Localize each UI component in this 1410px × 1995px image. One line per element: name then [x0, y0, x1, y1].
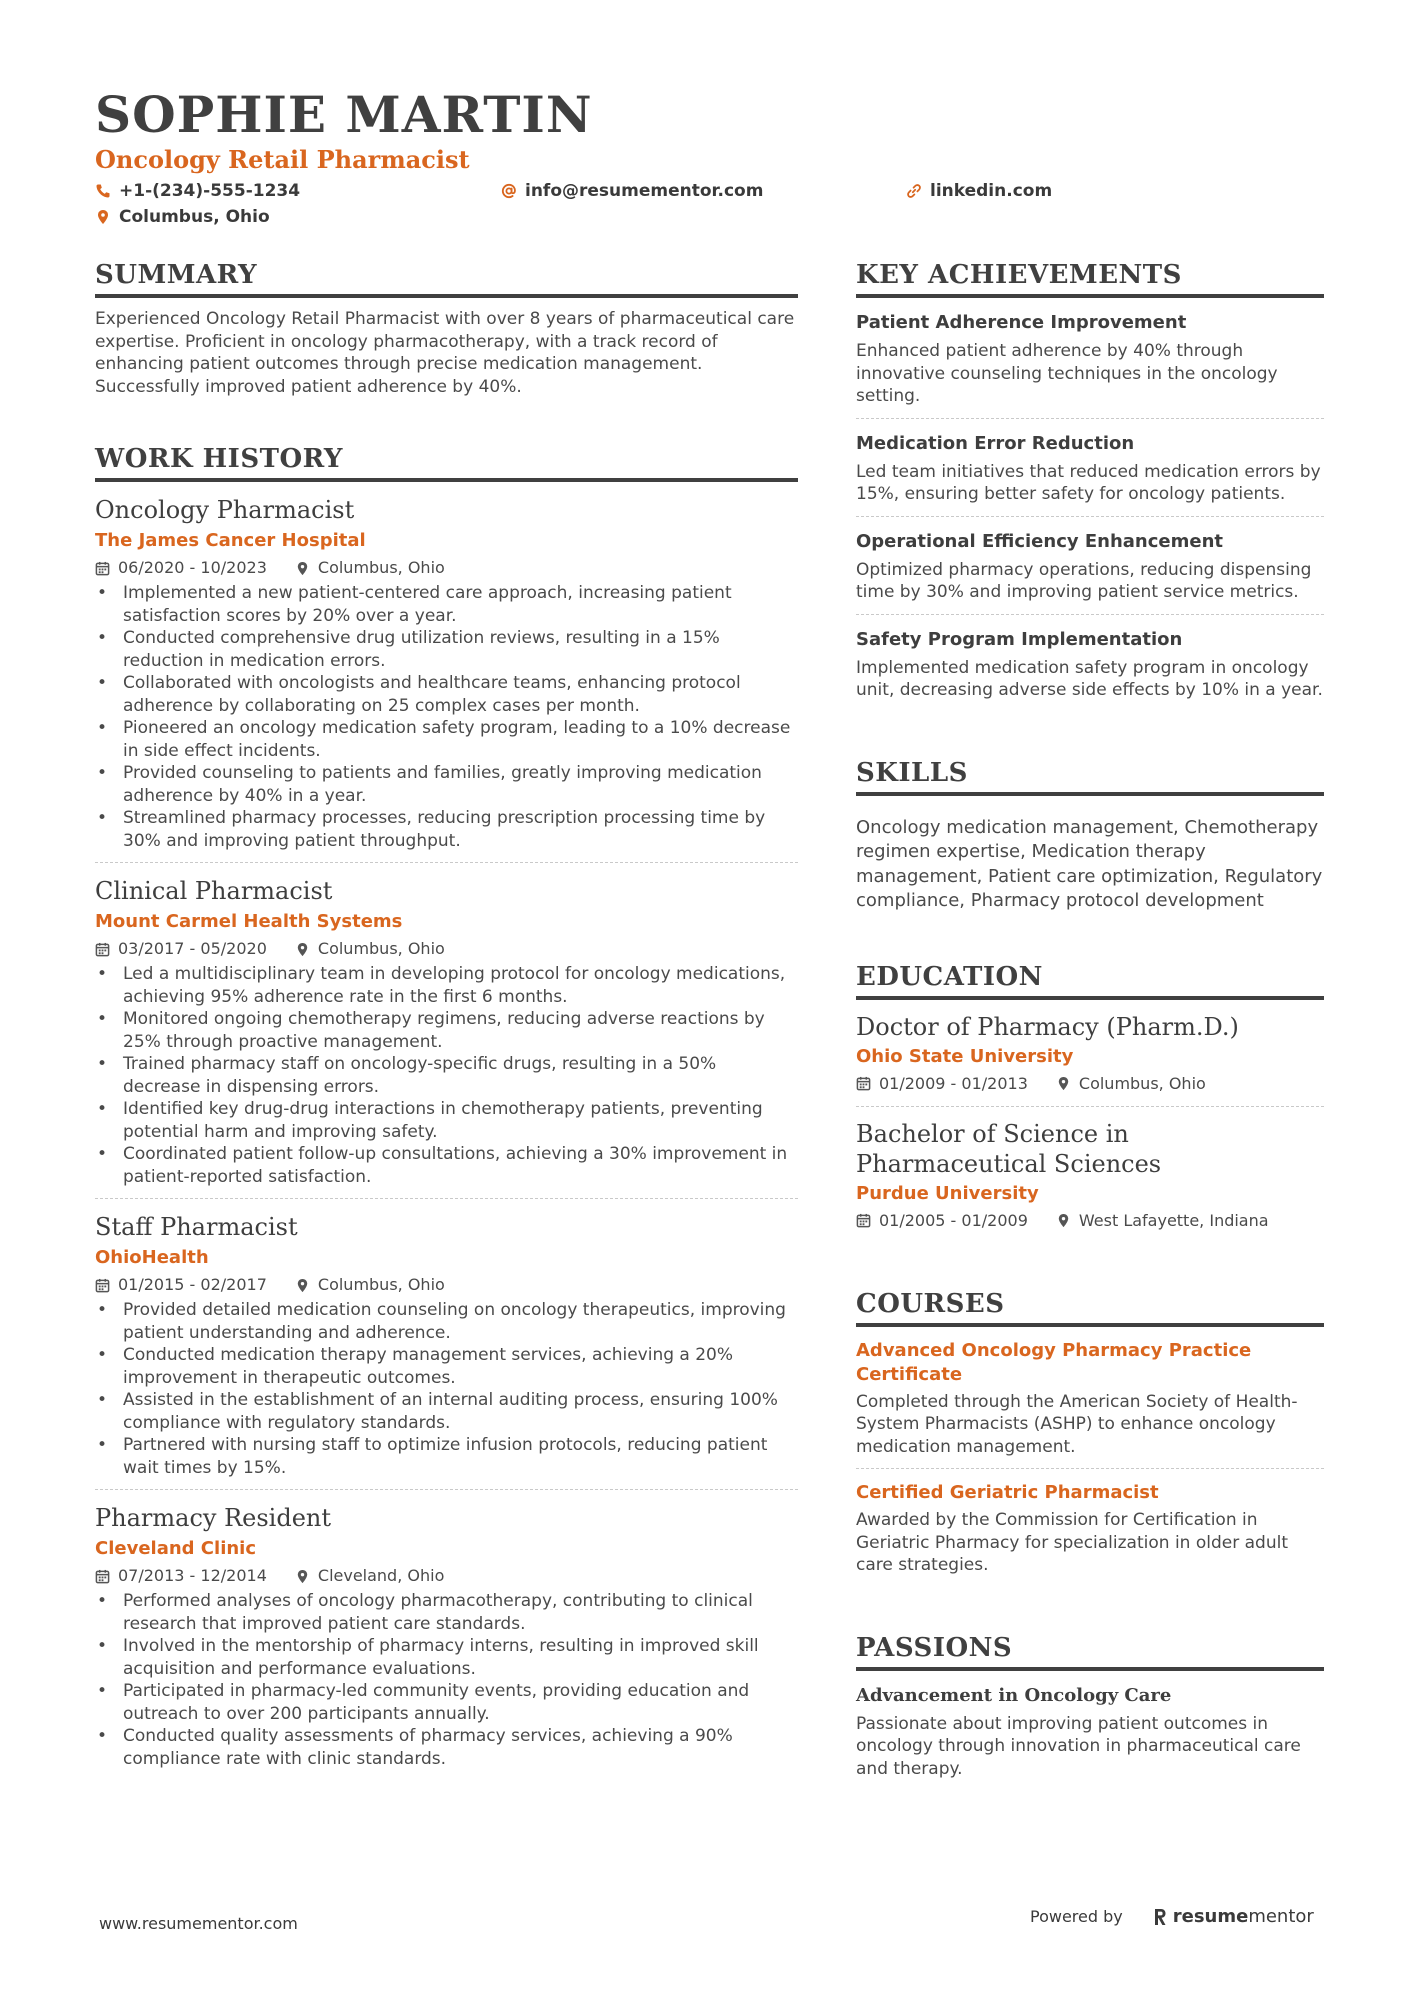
job-bullet: • Streamlined pharmacy processes, reducing prescription processing time by 30% and improving patient throughput. [95, 807, 798, 852]
job-entry [95, 1199, 798, 1490]
achievement-item [856, 517, 1324, 615]
date-text: 06/2020 - 10/2023 [118, 558, 267, 577]
courses-section [856, 1287, 1324, 1587]
location-text: Columbus, Ohio [119, 207, 270, 227]
course-item [856, 1469, 1324, 1587]
calendar-icon [95, 942, 110, 957]
contact-location [95, 204, 270, 230]
at-sign-icon [501, 183, 517, 199]
achievement-desc: Implemented medication safety program in oncology unit, decreasing adverse side effects by 10% in a year. [856, 657, 1323, 700]
left-column [95, 258, 798, 1780]
job-list [95, 482, 798, 1780]
job-title: Pharmacy Resident [95, 1504, 332, 1532]
degree-title: Bachelor of Science in Pharmaceutical Sciences [856, 1119, 1162, 1178]
date-range [95, 556, 267, 580]
date-range [856, 1209, 1028, 1233]
meta-location [295, 1564, 444, 1588]
achievement-title: Safety Program Implementation [856, 628, 1183, 650]
section-title-courses: COURSES [856, 1287, 1324, 1327]
location-pin-icon [1056, 1213, 1071, 1228]
contact-linkedin[interactable] [906, 178, 1052, 204]
location-pin-icon [295, 1569, 310, 1584]
passion-title: Advancement in Oncology Care [856, 1684, 1172, 1706]
job-bullet: • Pioneered an oncology medication safety program, leading to a 10% decrease in side effect incidents. [95, 717, 798, 762]
meta-location [295, 556, 445, 580]
job-bullets [95, 1590, 798, 1770]
location-pin-icon [295, 561, 310, 576]
section-title-education: EDUCATION [856, 960, 1324, 1000]
company-name: Cleveland Clinic [95, 1538, 257, 1559]
job-title: Staff Pharmacist [95, 1213, 298, 1241]
meta-location [295, 1273, 445, 1297]
work-history-section [95, 442, 798, 1780]
job-title: Oncology Pharmacist [95, 496, 355, 524]
date-text: 01/2005 - 01/2009 [879, 1210, 1028, 1230]
course-title: Certified Geriatric Pharmacist [856, 1482, 1159, 1503]
skills-section [856, 756, 1324, 914]
job-bullet: • Assisted in the establishment of an internal auditing process, ensuring 100% compliance with regulatory standards. [95, 1389, 798, 1434]
job-bullet: • Identified key drug-drug interactions in chemotherapy patients, preventing potential harm and improving safety. [95, 1098, 798, 1143]
meta-location [295, 937, 445, 961]
education-list [856, 1000, 1324, 1243]
date-text: 07/2013 - 12/2014 [118, 1566, 267, 1585]
degree-title: Doctor of Pharmacy (Pharm.D.) [856, 1012, 1239, 1041]
brand-name-thin: mentor [1248, 1906, 1314, 1927]
section-title-summary: SUMMARY [95, 258, 798, 298]
course-desc: Completed through the American Society of Health-System Pharmacists (ASHP) to enhance oncology medication management. [856, 1391, 1298, 1457]
job-bullet: • Provided detailed medication counseling on oncology therapeutics, improving patient understanding and adherence. [95, 1299, 798, 1344]
job-bullet: • Implemented a new patient-centered care approach, increasing patient satisfaction scores by 20% over a year. [95, 582, 798, 627]
link-icon [906, 183, 922, 199]
location-text: Columbus, Ohio [317, 1275, 445, 1294]
achievement-desc: Led team initiatives that reduced medication errors by 15%, ensuring better safety for oncology patients. [856, 461, 1321, 504]
summary-text: Experienced Oncology Retail Pharmacist with over 8 years of pharmaceutical care expertise. Proficient in oncology pharmacotherapy, with a track record of enhancing patient outcomes through precise medication management. Successfully improved patient adherence by 40%. [95, 309, 795, 397]
date-range [95, 1564, 267, 1588]
section-title-key-achievements: KEY ACHIEVEMENTS [856, 258, 1324, 298]
achievement-title: Patient Adherence Improvement [856, 312, 1187, 333]
education-section [856, 960, 1324, 1243]
key-achievements-section [856, 258, 1324, 712]
education-item [856, 1107, 1324, 1243]
candidate-role: Oncology Retail Pharmacist [95, 145, 470, 174]
section-title-work-history: WORK HISTORY [95, 442, 798, 482]
job-bullet: • Conducted medication therapy management services, achieving a 20% improvement in therapeutic outcomes. [95, 1344, 798, 1389]
meta-location [1056, 1072, 1206, 1096]
phone-text: +1-(234)-555-1234 [119, 181, 301, 201]
calendar-icon [95, 561, 110, 576]
location-pin-icon [295, 1278, 310, 1293]
passion-item [856, 1671, 1324, 1781]
contact-info [95, 178, 1325, 234]
candidate-name: SOPHIE MARTIN [95, 85, 593, 144]
job-title: Clinical Pharmacist [95, 877, 333, 905]
right-column [856, 258, 1324, 1824]
section-title-skills: SKILLS [856, 756, 1324, 796]
achievement-list [856, 298, 1324, 712]
achievement-desc: Enhanced patient adherence by 40% through innovative counseling techniques in the oncology setting. [856, 341, 1278, 406]
job-bullets [95, 963, 798, 1188]
brand-logo[interactable] [1153, 1906, 1314, 1927]
meta-row [95, 556, 798, 580]
job-bullet: • Collaborated with oncologists and healthcare teams, enhancing protocol adherence by collaborating on 25 complex cases per month. [95, 672, 798, 717]
job-bullets [95, 582, 798, 852]
meta-row [95, 937, 798, 961]
company-name: OhioHealth [95, 1247, 209, 1268]
meta-row [95, 1564, 798, 1588]
achievement-title: Medication Error Reduction [856, 432, 1135, 454]
resume-header [95, 84, 1325, 234]
achievement-desc: Optimized pharmacy operations, reducing dispensing time by 30% and improving patient service metrics. [856, 559, 1312, 602]
school-name: Ohio State University [856, 1045, 1074, 1067]
date-range [856, 1072, 1028, 1096]
meta-row [856, 1072, 1324, 1096]
achievement-title: Operational Efficiency Enhancement [856, 530, 1224, 552]
meta-row [95, 1273, 798, 1297]
location-pin-icon [95, 209, 111, 225]
meta-location [1056, 1209, 1269, 1233]
course-item [856, 1327, 1324, 1470]
email-text: info@resumementor.com [525, 181, 764, 201]
job-entry [95, 1490, 798, 1780]
company-name: The James Cancer Hospital [95, 530, 366, 551]
brand-name-bold: resume [1172, 1906, 1249, 1927]
job-bullet: • Conducted comprehensive drug utilization reviews, resulting in a 15% reduction in medication errors. [95, 627, 798, 672]
achievement-item [856, 298, 1324, 419]
education-item [856, 1000, 1324, 1107]
calendar-icon [856, 1076, 871, 1091]
date-range [95, 1273, 267, 1297]
job-bullets [95, 1299, 798, 1479]
job-bullet: • Provided counseling to patients and families, greatly improving medication adherence by 40% in a year. [95, 762, 798, 807]
school-name: Purdue University [856, 1182, 1039, 1204]
location-pin-icon [1056, 1076, 1071, 1091]
linkedin-text: linkedin.com [930, 181, 1053, 201]
job-entry [95, 482, 798, 863]
passions-section [856, 1631, 1324, 1781]
date-range [95, 937, 267, 961]
skills-text: Oncology medication management, Chemotherapy regimen expertise, Medication therapy management, Patient care optimization, Regulatory compliance, Pharmacy protocol development [856, 816, 1323, 911]
company-name: Mount Carmel Health Systems [95, 911, 403, 932]
summary-section [95, 258, 798, 398]
job-bullet: • Coordinated patient follow-up consultations, achieving a 30% improvement in patient-reported satisfaction. [95, 1143, 798, 1188]
job-bullet: • Partnered with nursing staff to optimize infusion protocols, reducing patient wait times by 15%. [95, 1434, 798, 1479]
contact-email[interactable] [501, 178, 763, 204]
passion-desc: Passionate about improving patient outcomes in oncology through innovation in pharmaceutical care and therapy. [856, 1713, 1301, 1779]
job-bullet: • Led a multidisciplinary team in developing protocol for oncology medications, achieving 95% adherence rate in the first 6 months. [95, 963, 798, 1008]
location-text: West Lafayette, Indiana [1078, 1210, 1269, 1230]
date-text: 01/2015 - 02/2017 [118, 1275, 267, 1294]
job-bullet: • Trained pharmacy staff on oncology-specific drugs, resulting in a 50% decrease in dispensing errors. [95, 1053, 798, 1098]
phone-icon [95, 183, 111, 199]
course-list [856, 1327, 1324, 1587]
date-text: 03/2017 - 05/2020 [118, 939, 267, 958]
brand-mark-icon [1153, 1907, 1167, 1927]
location-text: Columbus, Ohio [317, 558, 445, 577]
course-desc: Awarded by the Commission for Certification in Geriatric Pharmacy for specialization in older adult care strategies. [856, 1510, 1288, 1575]
section-title-passions: PASSIONS [856, 1631, 1324, 1671]
date-text: 01/2009 - 01/2013 [879, 1073, 1028, 1093]
job-bullet: • Participated in pharmacy-led community events, providing education and outreach to over 200 participants annually. [95, 1680, 798, 1725]
footer-website[interactable]: www.resumementor.com [99, 1914, 298, 1933]
achievement-item [856, 615, 1324, 712]
job-bullet: • Conducted quality assessments of pharmacy services, achieving a 90% compliance rate with clinic standards. [95, 1725, 798, 1770]
job-bullet: • Performed analyses of oncology pharmacotherapy, contributing to clinical research that improved patient care standards. [95, 1590, 798, 1635]
calendar-icon [95, 1569, 110, 1584]
calendar-icon [856, 1213, 871, 1228]
course-title: Advanced Oncology Pharmacy Practice Certificate [856, 1339, 1252, 1385]
achievement-item [856, 419, 1324, 517]
location-text: Cleveland, Ohio [317, 1566, 445, 1585]
calendar-icon [95, 1278, 110, 1293]
job-entry [95, 863, 798, 1199]
job-bullet: • Involved in the mentorship of pharmacy interns, resulting in improved skill acquisition and performance evaluations. [95, 1635, 798, 1680]
location-text: Columbus, Ohio [1078, 1073, 1206, 1093]
job-bullet: • Monitored ongoing chemotherapy regimens, reducing adverse reactions by 25% through proactive management. [95, 1008, 798, 1053]
location-pin-icon [295, 942, 310, 957]
powered-by-label: Powered by [1030, 1907, 1123, 1926]
footer-branding [1030, 1906, 1314, 1927]
contact-phone[interactable] [95, 178, 300, 204]
meta-row [856, 1209, 1324, 1233]
location-text: Columbus, Ohio [317, 939, 445, 958]
